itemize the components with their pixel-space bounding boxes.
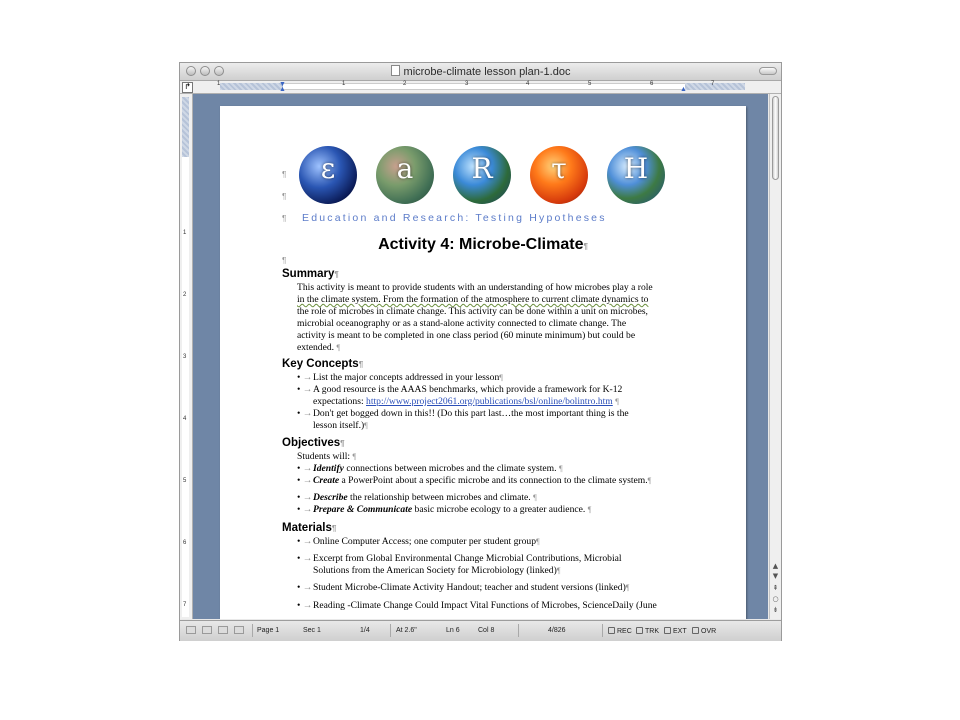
bullet: • → xyxy=(297,408,313,419)
list-item[interactable]: • → Reading -Climate Change Could Impact Vital Functions of Microbes, ScienceDaily (June xyxy=(297,600,657,611)
vertical-ruler-number: 3 xyxy=(183,354,187,360)
status-column: Col 8 xyxy=(478,627,495,634)
ruler-number: 1 xyxy=(342,81,346,87)
paragraph-mark: ¶ xyxy=(282,192,287,201)
ruler-number: 3 xyxy=(465,81,469,87)
document-title: Activity 4: Microbe-Climate¶ xyxy=(378,236,588,253)
window-title-container xyxy=(180,65,781,78)
ovr-checkbox-icon xyxy=(692,627,699,634)
status-word-count: 4/826 xyxy=(548,627,566,634)
vertical-ruler-number: 4 xyxy=(183,416,187,422)
vertical-ruler[interactable] xyxy=(180,94,193,619)
vertical-ruler-number: 1 xyxy=(183,230,187,236)
list-item[interactable]: • → Identify connections between microbes and the climate system. ¶ xyxy=(297,463,563,474)
vertical-scrollbar[interactable] xyxy=(769,94,781,619)
logo-tagline: Education and Research: Testing Hypotheses xyxy=(302,212,607,224)
list-item[interactable]: • → A good resource is the AAAS benchmarks, which provide a framework for K-12 expectations: http://www.project2061.org/publications/bsl/online/bolintro.htm ¶ xyxy=(297,384,623,407)
bullet: • → xyxy=(297,600,313,611)
status-page: Page 1 xyxy=(257,627,280,634)
horizontal-ruler[interactable] xyxy=(180,81,781,94)
summary-line: the role of microbes in climate change. This activity can be done within a unit on microbes, xyxy=(297,305,648,317)
rec-toggle[interactable]: REC xyxy=(608,627,632,635)
ovr-toggle[interactable]: OVR xyxy=(692,627,716,635)
first-line-indent-marker[interactable]: ▼ xyxy=(279,81,286,88)
scroll-up-arrow-icon[interactable]: ▲ xyxy=(772,562,779,570)
browse-object-icon[interactable]: ○ xyxy=(772,595,779,603)
summary-line: in the climate system. From the formation of the atmosphere to current climate dynamics to xyxy=(297,293,649,305)
vertical-ruler-number: 7 xyxy=(183,602,187,608)
paragraph-mark: ¶ xyxy=(282,170,287,179)
vertical-ruler-number: 6 xyxy=(183,540,187,546)
objectives-intro[interactable]: Students will: ¶ xyxy=(297,451,357,462)
bullet: • → xyxy=(297,536,313,547)
list-item[interactable]: • → Prepare & Communicate basic microbe ecology to a greater audience. ¶ xyxy=(297,504,592,515)
objectives-heading: Objectives¶ xyxy=(282,437,345,449)
status-page-count: 1/4 xyxy=(360,627,370,634)
vertical-ruler-number: 2 xyxy=(183,292,187,298)
bullet: • → xyxy=(297,463,313,474)
bullet: • → xyxy=(297,475,313,486)
scroll-down-arrow-icon[interactable]: ▼ xyxy=(772,572,779,580)
earth-globe-logo-h: H xyxy=(607,146,665,204)
list-item[interactable]: • → Excerpt from Global Environmental Change Microbial Contributions, Microbial Solutions from the American Society for Microbiology (linked)¶ xyxy=(297,553,622,576)
scrollbar-thumb[interactable] xyxy=(772,96,779,180)
status-divider xyxy=(252,624,253,637)
ruler-number: 4 xyxy=(526,81,530,87)
summary-line: extended. ¶ xyxy=(297,341,341,353)
bullet: • → xyxy=(297,372,313,383)
ext-checkbox-icon xyxy=(664,627,671,634)
paragraph-mark: ¶ xyxy=(282,256,287,265)
key-concepts-heading: Key Concepts¶ xyxy=(282,358,364,370)
earth-globe-logo-e: ɛ xyxy=(299,146,357,204)
summary-line: This activity is meant to provide students with an understanding of how microbes play a role xyxy=(297,282,653,293)
window-title: microbe-climate lesson plan-1.doc xyxy=(403,66,571,78)
ruler-number: 6 xyxy=(650,81,654,87)
trk-checkbox-icon xyxy=(636,627,643,634)
toolbar-toggle-button[interactable] xyxy=(759,67,777,75)
bullet: • → xyxy=(297,492,313,503)
vertical-ruler-text-area xyxy=(182,157,189,617)
rec-checkbox-icon xyxy=(608,627,615,634)
ext-toggle[interactable]: EXT xyxy=(664,627,687,635)
document-workspace[interactable] xyxy=(193,94,768,619)
status-line: Ln 6 xyxy=(446,627,460,634)
status-divider xyxy=(518,624,519,637)
earth-globe-logo-t: τ xyxy=(530,146,588,204)
ruler-number: 1 xyxy=(217,81,221,87)
publishing-view-icon[interactable] xyxy=(218,626,228,634)
bullet: • → xyxy=(297,384,313,395)
top-margin-area xyxy=(182,97,189,157)
paragraph-mark: ¶ xyxy=(282,214,287,223)
right-indent-marker[interactable]: ▲ xyxy=(680,86,687,93)
document-window xyxy=(179,62,782,641)
next-page-icon[interactable]: ⇟ xyxy=(772,606,779,614)
list-item[interactable]: • → Don't get bogged down in this!! (Do this part last…the most important thing is the lesson itself.)¶ xyxy=(297,408,629,431)
draft-view-icon[interactable] xyxy=(186,626,196,634)
status-divider xyxy=(390,624,391,637)
status-bar xyxy=(180,620,781,641)
ruler-number: 2 xyxy=(403,81,407,87)
trk-toggle[interactable]: TRK xyxy=(636,627,659,635)
status-section: Sec 1 xyxy=(303,627,321,634)
right-margin-area xyxy=(685,83,745,90)
summary-line: microbial oceanography or as a stand-alone activity connected to climate change. The xyxy=(297,317,627,329)
bullet: • → xyxy=(297,504,313,515)
previous-page-icon[interactable]: ⇞ xyxy=(772,584,779,592)
earth-globe-logo-r: R xyxy=(453,146,511,204)
outline-view-icon[interactable] xyxy=(202,626,212,634)
list-item[interactable]: • → List the major concepts addressed in your lesson¶ xyxy=(297,372,503,383)
materials-heading: Materials¶ xyxy=(282,522,337,534)
title-bar[interactable] xyxy=(180,63,781,81)
list-item[interactable]: • → Describe the relationship between microbes and climate. ¶ xyxy=(297,492,537,503)
summary-heading: Summary¶ xyxy=(282,268,339,280)
summary-paragraph[interactable] xyxy=(297,282,692,353)
aaas-benchmarks-link[interactable]: http://www.project2061.org/publications/bsl/online/bolintro.htm xyxy=(366,395,613,407)
list-item[interactable]: • → Online Computer Access; one computer per student group¶ xyxy=(297,536,540,547)
tab-stop-selector-icon[interactable]: ↱ xyxy=(182,82,193,93)
ruler-number: 7 xyxy=(711,81,715,87)
status-divider xyxy=(602,624,603,637)
ruler-number: 5 xyxy=(588,81,592,87)
bullet: • → xyxy=(297,582,313,593)
document-page[interactable] xyxy=(220,106,746,619)
status-position: At 2.6" xyxy=(396,627,417,634)
document-icon xyxy=(391,65,400,76)
summary-line: activity is meant to be completed in one class period (60 minute minimum) but could be xyxy=(297,329,636,341)
print-layout-view-icon[interactable] xyxy=(234,626,244,634)
left-indent-marker[interactable]: ▲ xyxy=(279,86,286,93)
list-item[interactable]: • → Student Microbe-Climate Activity Handout; teacher and student versions (linked)¶ xyxy=(297,582,630,593)
paragraph-mark: ¶ xyxy=(583,242,588,251)
earth-globe-logo-a: a xyxy=(376,146,434,204)
bullet: • → xyxy=(297,553,313,564)
vertical-ruler-number: 5 xyxy=(183,478,187,484)
left-margin-area xyxy=(220,83,283,90)
list-item[interactable]: • → Create a PowerPoint about a specific microbe and its connection to the climate system.¶ xyxy=(297,475,652,486)
